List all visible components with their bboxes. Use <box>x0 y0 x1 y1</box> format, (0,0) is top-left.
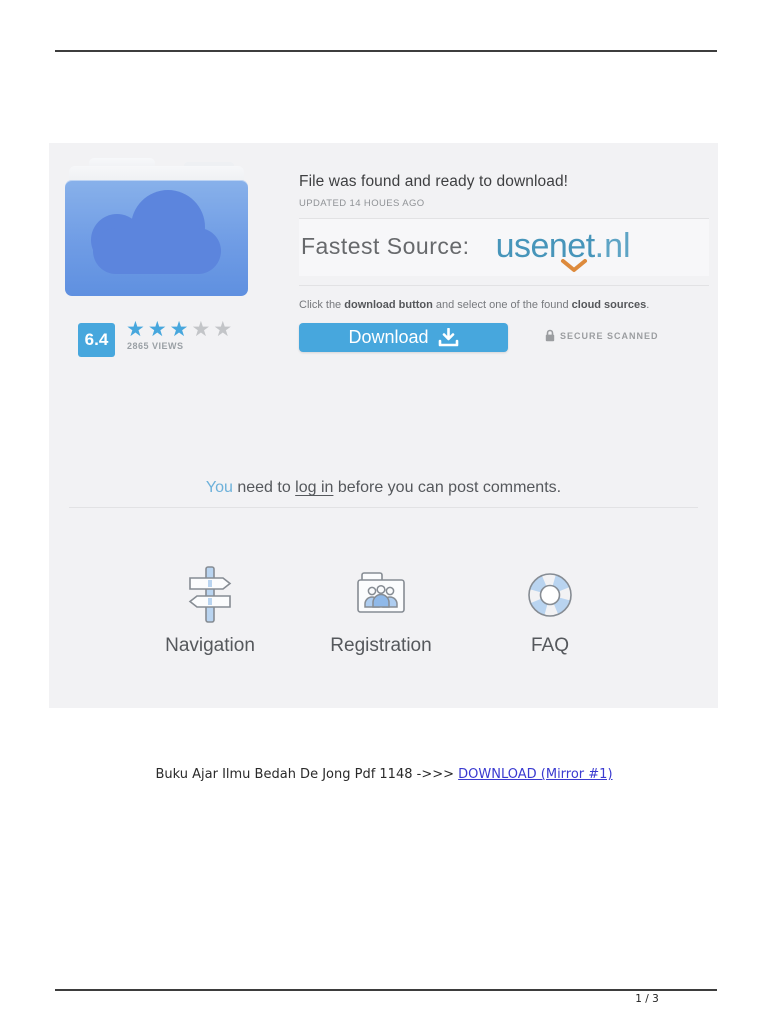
separator <box>299 285 709 286</box>
file-info-column <box>299 173 709 311</box>
star-empty-icon: ★ <box>213 318 236 341</box>
feature-label: FAQ <box>530 635 569 656</box>
download-button[interactable] <box>299 323 508 352</box>
group-folder-icon <box>306 561 456 629</box>
article-title: Buku Ajar Ilmu Bedah De Jong Pdf 1148 ->>> <box>155 767 459 782</box>
updated-timestamp: UPDATED 14 HOUES AGO <box>299 198 425 209</box>
cloud-icon <box>91 206 223 274</box>
lock-icon <box>545 329 555 342</box>
star-rating <box>126 317 235 342</box>
feature-label: Registration <box>330 635 432 656</box>
fastest-source-row <box>299 219 709 276</box>
article-title-line <box>0 767 768 782</box>
orange-check-icon <box>560 259 588 273</box>
usenet-logo-suffix: .nl <box>594 227 631 265</box>
feature-label: Navigation <box>165 635 255 656</box>
file-found-title: File was found and ready to download! <box>299 173 569 190</box>
views-count: 2865 VIEWS <box>127 341 184 351</box>
page-number: 1 / 3 <box>635 993 659 1005</box>
you-link[interactable]: You <box>205 479 233 496</box>
score-badge: 6.4 <box>78 323 115 357</box>
instruction-text: Click the download button and select one of the found cloud sources. <box>299 299 650 311</box>
cloud-folder-icon <box>65 158 248 296</box>
star-empty-icon: ★ <box>191 318 214 341</box>
download-panel <box>49 143 718 708</box>
usenet-logo-text: usenet <box>495 227 595 265</box>
signpost-icon <box>135 561 285 629</box>
download-mirror-link[interactable]: DOWNLOAD (Mirror #1) <box>458 767 613 782</box>
top-page-rule <box>55 50 717 52</box>
usenet-logo[interactable] <box>496 227 631 266</box>
secure-scanned-label: SECURE SCANNED <box>560 330 659 341</box>
separator <box>69 507 698 508</box>
star-filled-icon: ★ <box>169 318 192 341</box>
folder-front <box>65 180 248 296</box>
lifebuoy-icon <box>475 561 625 629</box>
fastest-source-label: Fastest Source: <box>301 233 470 259</box>
log-in-link[interactable]: log in <box>295 479 334 496</box>
feature-navigation[interactable] <box>135 561 285 657</box>
star-filled-icon: ★ <box>147 318 170 341</box>
feature-registration[interactable] <box>306 561 456 657</box>
feature-faq[interactable] <box>475 561 625 657</box>
download-arrow-icon <box>438 328 459 347</box>
star-filled-icon: ★ <box>126 318 148 341</box>
bottom-page-rule <box>55 989 717 991</box>
download-button-label: Download <box>348 327 429 347</box>
secure-scanned-badge <box>545 329 659 342</box>
comment-notice: You need to log in before you can post comments. <box>205 479 562 496</box>
